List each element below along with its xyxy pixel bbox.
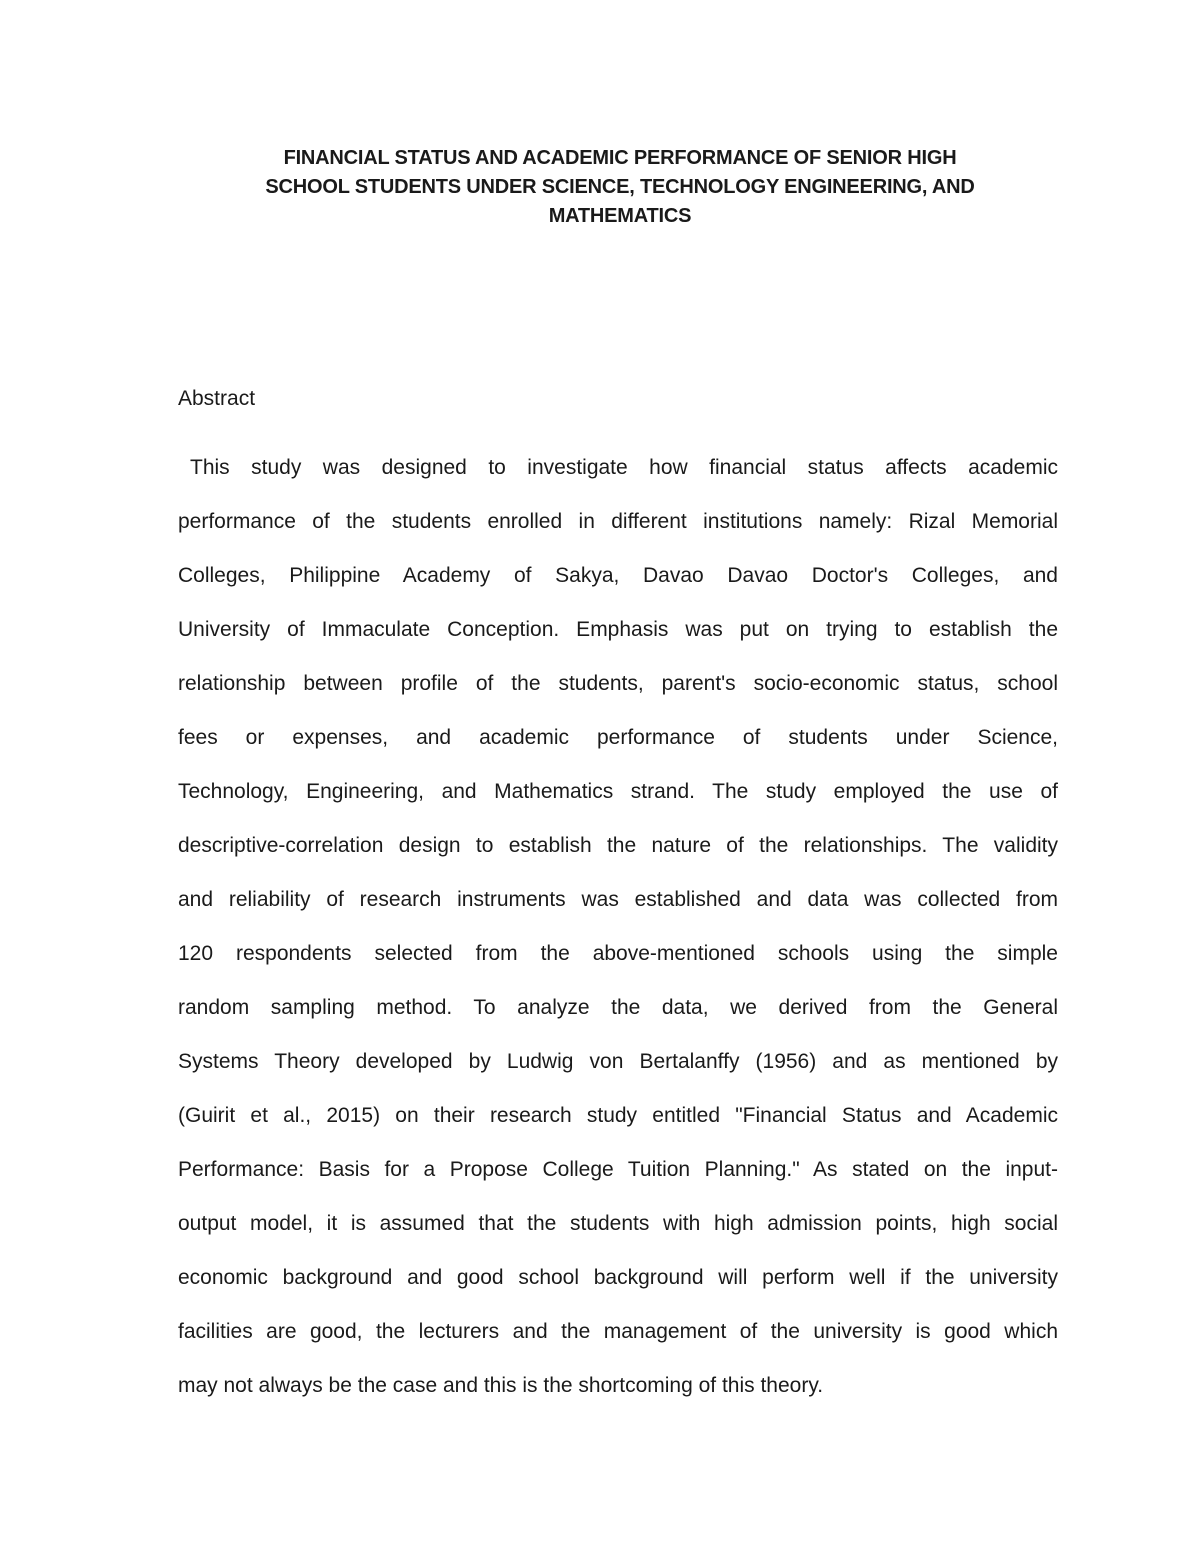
abstract-line: economic background and good school background will perform well if the university [178, 1266, 1058, 1289]
title-line-2: SCHOOL STUDENTS UNDER SCIENCE, TECHNOLOGY ENGINEERING, AND [265, 176, 975, 198]
abstract-line: facilities are good, the lecturers and the management of the university is good which [178, 1320, 1058, 1343]
abstract-line: Performance: Basis for a Propose College Tuition Planning." As stated on the input- [178, 1158, 1058, 1181]
abstract-line: University of Immaculate Conception. Emphasis was put on trying to establish the [178, 618, 1058, 641]
abstract-line: (Guirit et al., 2015) on their research study entitled "Financial Status and Academic [178, 1104, 1058, 1127]
abstract-line: random sampling method. To analyze the data, we derived from the General [178, 996, 1058, 1019]
abstract-line: performance of the students enrolled in different institutions namely: Rizal Memorial [178, 510, 1058, 533]
abstract-line: Colleges, Philippine Academy of Sakya, Davao Davao Doctor's Colleges, and [178, 564, 1058, 587]
abstract-line: relationship between profile of the students, parent's socio-economic status, school [178, 672, 1058, 695]
abstract-line: Technology, Engineering, and Mathematics strand. The study employed the use of [178, 780, 1058, 803]
title-line-1: FINANCIAL STATUS AND ACADEMIC PERFORMANCE OF SENIOR HIGH [283, 147, 957, 169]
abstract-line: and reliability of research instruments was established and data was collected from [178, 888, 1058, 911]
abstract-line: output model, it is assumed that the students with high admission points, high social [178, 1212, 1058, 1235]
abstract-heading: Abstract [178, 387, 256, 410]
document-title [178, 144, 1062, 231]
abstract-line: This study was designed to investigate how financial status affects academic [190, 456, 1058, 479]
abstract-line: fees or expenses, and academic performance of students under Science, [178, 726, 1058, 749]
abstract-line: Systems Theory developed by Ludwig von Bertalanffy (1956) and as mentioned by [178, 1050, 1058, 1073]
abstract-line: may not always be the case and this is the shortcoming of this theory. [178, 1374, 824, 1397]
abstract-line: 120 respondents selected from the above-mentioned schools using the simple [178, 942, 1058, 965]
abstract-body [178, 452, 1058, 1424]
abstract-line: descriptive-correlation design to establish the nature of the relationships. The validity [178, 834, 1058, 857]
title-line-3: MATHEMATICS [548, 205, 692, 227]
